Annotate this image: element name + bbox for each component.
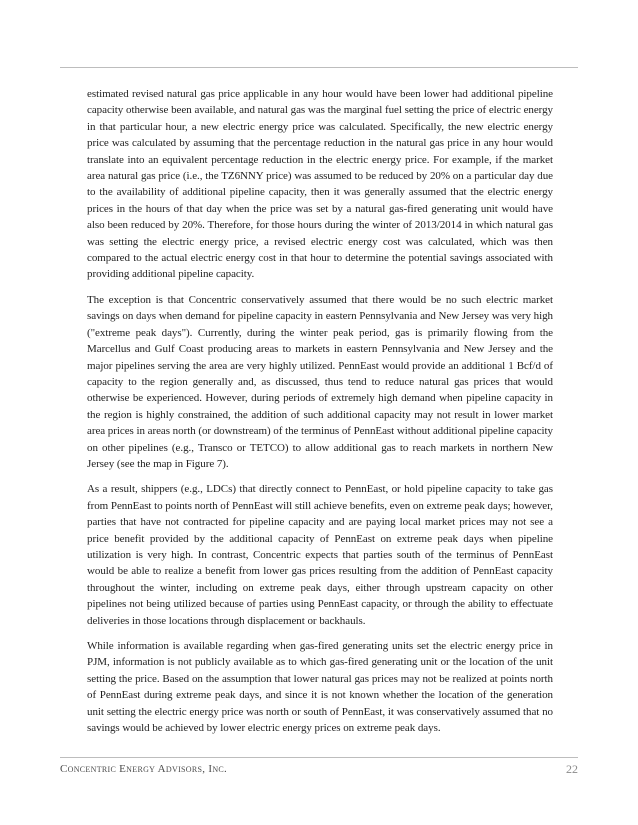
paragraph-1: estimated revised natural gas price applicable in any hour would have been lower had additional pipeline capacity otherwise been available, and natural gas was the marginal fuel setting the price of electric energy in that particular hour, a new electric energy price was calculated. Specifically, the new electric energy price was calculated by assuming that the percentage reduction in the natural gas price in any hour would translate into an equivalent percentage reduction in the electric energy price. For example, if the market area natural gas price (i.e., the TZ6NNY price) was assumed to be reduced by 20% on a particular day due to the availability of additional pipeline capacity, then it was generally assumed that the electric energy prices in the hours of that day when the price was set by a natural gas-fired generating unit would have also been reduced by 20%. Therefore, for those hours during the winter of 2013/2014 in which natural gas was setting the electric energy price, a revised electric energy cost was calculated, which was then compared to the actual electric energy cost in that hour to determine the potential savings associated with providing additional pipeline capacity.	[87, 88, 553, 281]
page-number: 22	[566, 762, 578, 776]
document-body	[87, 86, 553, 745]
footer-rule	[60, 757, 578, 758]
footer-company-name: Concentric Energy Advisors, Inc.	[60, 763, 228, 775]
header-rule	[60, 67, 578, 68]
paragraph-2: The exception is that Concentric conservatively assumed that there would be no such electric market savings on days when demand for pipeline capacity in eastern Pennsylvania and New Jersey was very high ("extreme peak days"). Currently, during the winter peak period, gas is primarily flowing from the Marcellus and Gulf Coast producing areas to markets in eastern Pennsylvania and New Jersey and the major pipelines serving the area are very highly utilized. PennEast would provide an additional 1 Bcf/d of capacity to the region generally and, as discussed, thus tend to reduce natural gas prices that would otherwise be experienced. However, during periods of extremely high demand when pipeline capacity in the region is highly constrained, the addition of such additional capacity may not result in lower market area prices in areas north (or downstream) of the terminus of PennEast without additional pipeline capacity on other pipelines (e.g., Transco or TETCO) to allow additional gas to reach markets in northern New Jersey (see the map in Figure 7).	[87, 293, 553, 470]
paragraph-3: As a result, shippers (e.g., LDCs) that directly connect to PennEast, or hold pipeline capacity to take gas from PennEast to points north of PennEast will still achieve benefits, even on extreme peak days; however, parties that have not contracted for pipeline capacity and are paying local market prices may not see a price benefit provided by the additional capacity of PennEast on extreme peak days when pipeline utilization is very high. In contrast, Concentric expects that parties south of the terminus of PennEast would be able to realize a benefit from lower gas prices resulting from the addition of PennEast capacity throughout the winter, including on extreme peak days, either through upstream capacity on other pipelines not being utilized because of parties using PennEast capacity, or through the ability to effectuate deliveries in those locations through displacement or backhauls.	[87, 483, 553, 627]
paragraph-4: While information is available regarding when gas-fired generating units set the electric energy price in PJM, information is not publicly available as to which gas-fired generating unit or the location of the unit setting the price. Based on the assumption that lower natural gas prices may not be realized at points north of PennEast during extreme peak days, and since it is not known whether the location of the generation unit setting the electric energy price was north or south of PennEast, it was conservatively assumed that no savings would be achieved by lower electric energy prices on extreme peak days.	[87, 640, 553, 735]
